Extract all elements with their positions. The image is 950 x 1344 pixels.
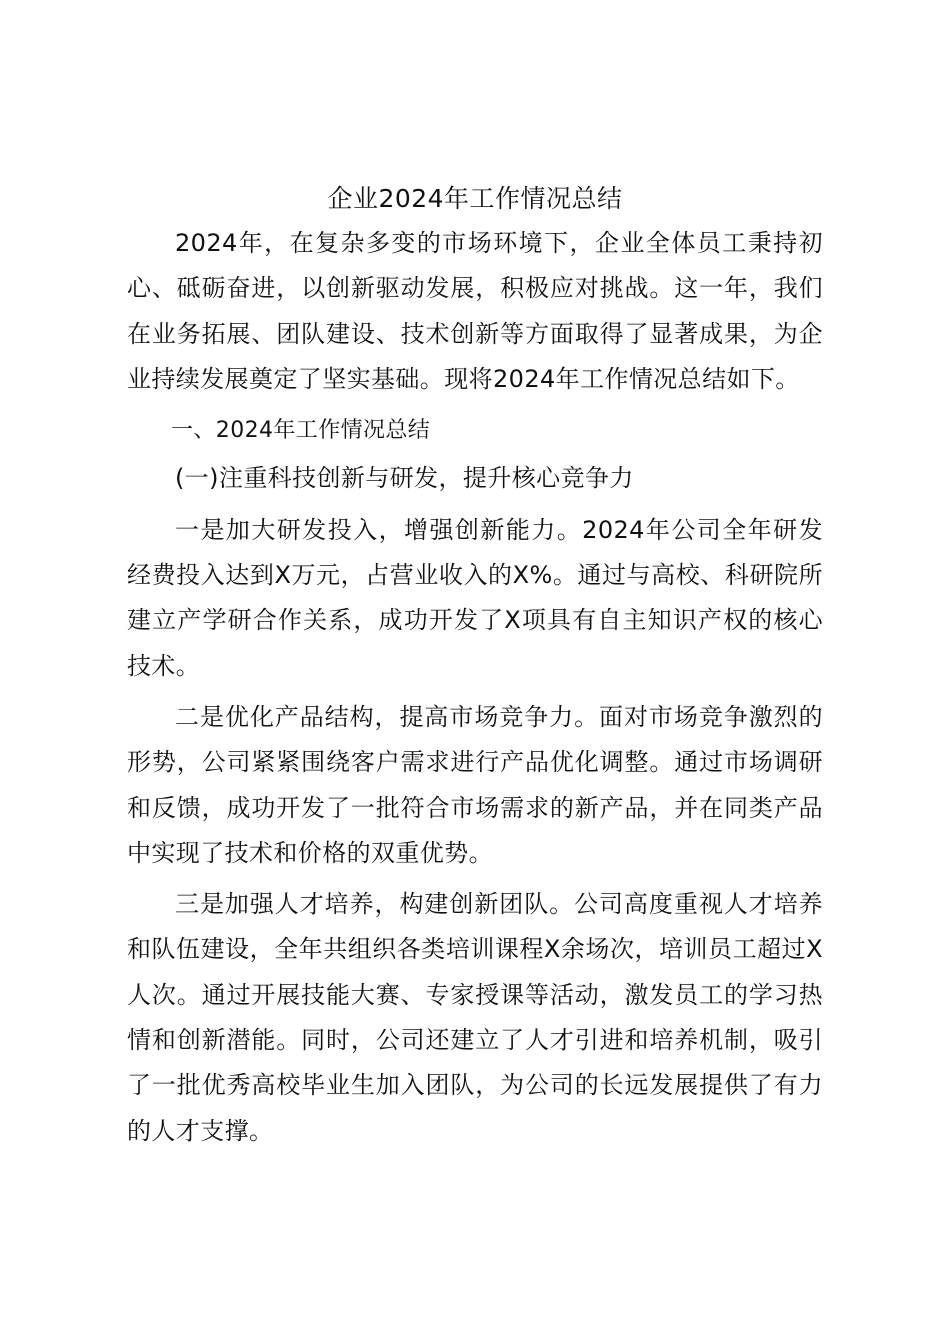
paragraph-rnd-investment: 一是加大研发投入，增强创新能力。2024年公司全年研发经费投入达到X万元，占营业收入的X%。通过与高校、科研院所建立产学研合作关系，成功开发了X项具有自主知识产权的核心技术。 <box>127 515 823 680</box>
intro-paragraph: 2024年，在复杂多变的市场环境下，企业全体员工秉持初心、砥砺奋进，以创新驱动发展，积极应对挑战。这一年，我们在业务拓展、团队建设、技术创新等方面取得了显著成果，为企业持续发展奠定了坚实基础。现将2024年工作情况总结如下。 <box>127 229 823 393</box>
document-title: 企业2024年工作情况总结 <box>327 184 623 213</box>
section-heading: 一、2024年工作情况总结 <box>171 418 431 444</box>
subsection-heading: (一)注重科技创新与研发，提升核心竞争力 <box>175 464 634 493</box>
paragraph-product-structure: 二是优化产品结构，提高市场竞争力。面对市场竞争激烈的形势，公司紧紧围绕客户需求进行产品优化调整。通过市场调研和反馈，成功开发了一批符合市场需求的新产品，并在同类产品中实现了技术和价格的双重优势。 <box>127 702 823 867</box>
document-body <box>127 176 823 1154</box>
paragraph-talent-training: 三是加强人才培养，构建创新团队。公司高度重视人才培养和队伍建设，全年共组织各类培训课程X余场次，培训员工超过X人次。通过开展技能大赛、专家授课等活动，激发员工的学习热情和创新潜能。同时，公司还建立了人才引进和培养机制，吸引了一批优秀高校毕业生加入团队，为公司的长远发展提供了有力的人才支撑。 <box>127 890 823 1145</box>
